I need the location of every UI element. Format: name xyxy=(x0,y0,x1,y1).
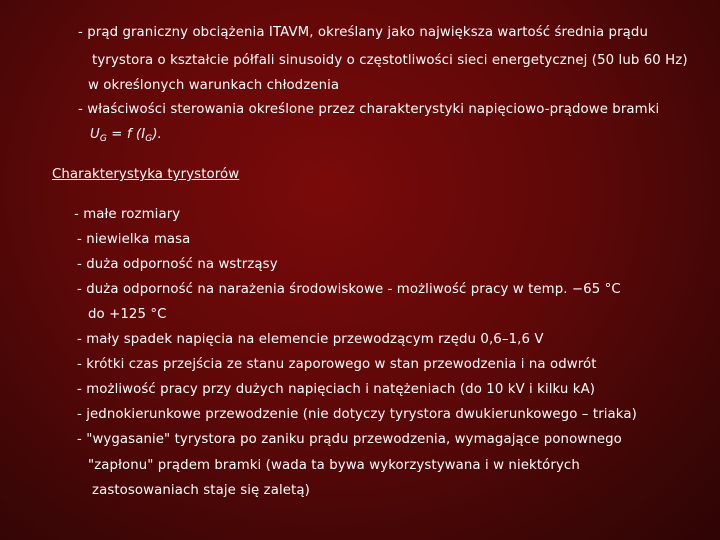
formula-u: U xyxy=(90,127,100,142)
feature-item: zastosowaniach staje się zaletą) xyxy=(92,483,310,498)
text-line: tyrystora o kształcie półfali sinusoidy o częstotliwości sieci energetycznej (50 lub 60 Hz) xyxy=(92,53,688,68)
feature-item: - krótki czas przejścia ze stanu zaporowego w stan przewodzenia i na odwrót xyxy=(77,357,597,372)
feature-item: do +125 °C xyxy=(88,307,167,322)
feature-item: - niewielka masa xyxy=(77,232,191,247)
text-line: - prąd graniczny obciążenia ITAVM, określany jako największa wartość średnia prądu xyxy=(78,25,648,40)
text-line: - właściwości sterowania określone przez charakterystyki napięciowo-prądowe bramki xyxy=(78,102,660,117)
formula-u-sub: G xyxy=(99,134,107,144)
formula-i-sub: G xyxy=(145,134,153,144)
gate-formula xyxy=(90,127,162,147)
feature-item: - jednokierunkowe przewodzenie (nie dotyczy tyrystora dwukierunkowego – triaka) xyxy=(77,407,637,422)
feature-item: - małe rozmiary xyxy=(74,207,181,222)
feature-item: "zapłonu" prądem bramki (wada ta bywa wykorzystywana i w niektórych xyxy=(88,458,580,473)
section-heading: Charakterystyka tyrystorów xyxy=(52,167,240,182)
formula-mid: = f (I xyxy=(106,127,146,142)
feature-item: - "wygasanie" tyrystora po zaniku prądu przewodzenia, wymagające ponownego xyxy=(77,432,622,447)
feature-item: - duża odporność na narażenia środowiskowe - możliwość pracy w temp. −65 °C xyxy=(77,282,621,297)
feature-item: - możliwość pracy przy dużych napięciach i natężeniach (do 10 kV i kilku kA) xyxy=(77,382,596,397)
feature-item: - mały spadek napięcia na elemencie przewodzącym rzędu 0,6–1,6 V xyxy=(77,332,544,347)
formula-end: ). xyxy=(152,127,162,142)
feature-item: - duża odporność na wstrząsy xyxy=(77,257,278,272)
text-line: w określonych warunkach chłodzenia xyxy=(88,78,340,93)
